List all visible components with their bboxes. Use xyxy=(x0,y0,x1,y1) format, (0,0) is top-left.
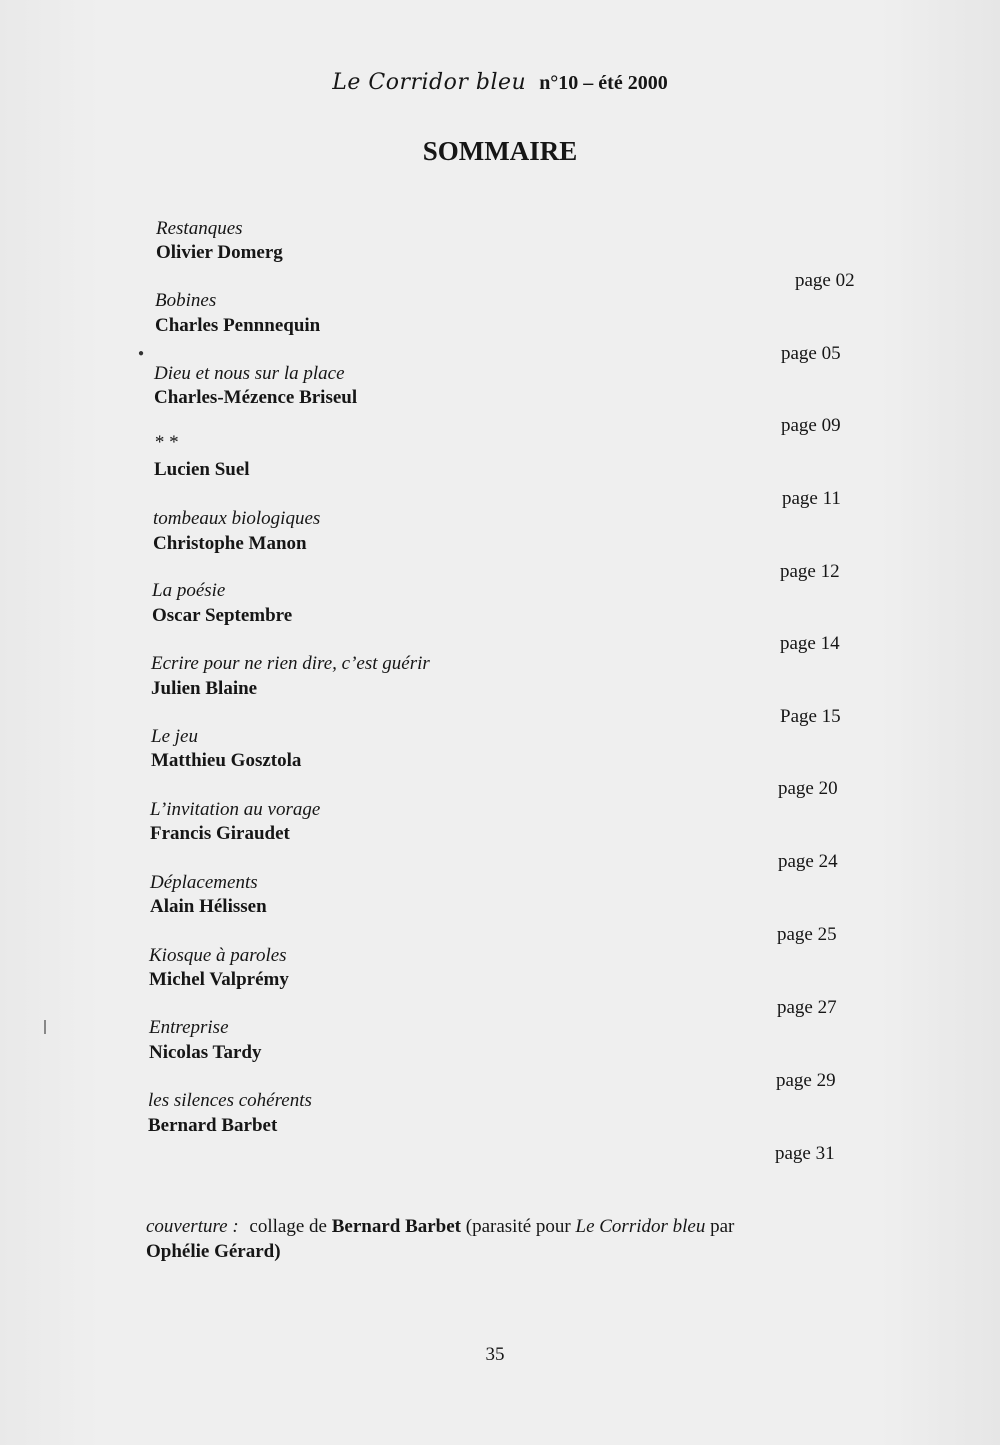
cover-by: Ophélie Gérard) xyxy=(146,1241,281,1262)
entry-title: Bobines xyxy=(155,290,217,311)
cover-text-1: collage de xyxy=(249,1216,327,1237)
entry-page: page 27 xyxy=(777,997,837,1018)
entry-author: Francis Giraudet xyxy=(150,823,290,844)
entry-author: Michel Valprémy xyxy=(149,969,289,990)
entry-page: page 11 xyxy=(782,488,841,509)
cover-label: couverture : xyxy=(146,1216,239,1237)
entry-page: Page 15 xyxy=(780,706,841,727)
entry-author: Alain Hélissen xyxy=(150,896,267,917)
page-title: SOMMAIRE xyxy=(422,136,578,166)
entry-title: Entreprise xyxy=(149,1017,229,1038)
margin-mark xyxy=(44,1020,52,1034)
cover-text-3: par xyxy=(710,1216,735,1237)
entry-title: Ecrire pour ne rien dire, c’est guérir xyxy=(151,653,430,674)
entry-page: page 29 xyxy=(776,1070,836,1091)
entry-title: * * xyxy=(154,432,178,453)
entry-title: Déplacements xyxy=(150,872,258,893)
entry-page: page 05 xyxy=(781,343,841,364)
entry-title: tombeaux biologiques xyxy=(153,508,321,529)
stray-dot: ● xyxy=(138,348,145,359)
entry-page: page 14 xyxy=(780,633,840,654)
entry-author: Lucien Suel xyxy=(154,459,250,480)
entry-title: La poésie xyxy=(152,580,226,601)
entry-page: page 31 xyxy=(775,1143,835,1164)
page-number: 35 xyxy=(485,1344,505,1365)
entry-author: Matthieu Gosztola xyxy=(151,750,302,771)
issue-info: n°10 – été 2000 xyxy=(539,72,668,94)
entry-page: page 12 xyxy=(780,561,840,582)
entry-author: Bernard Barbet xyxy=(148,1115,278,1136)
cover-text-2: (parasité pour xyxy=(465,1216,571,1237)
entry-page: page 24 xyxy=(778,851,838,872)
entry-page: page 09 xyxy=(781,415,841,436)
cover-artist: Bernard Barbet xyxy=(331,1216,462,1237)
cover-magazine: Le Corridor bleu xyxy=(575,1216,706,1237)
entry-title: Kiosque à paroles xyxy=(149,945,287,966)
cover-credit xyxy=(146,1214,866,1264)
entry-title: Dieu et nous sur la place xyxy=(154,363,345,384)
entry-author: Christophe Manon xyxy=(153,533,307,554)
entry-page: page 02 xyxy=(795,270,855,291)
entry-title: Le jeu xyxy=(151,726,198,747)
journal-header xyxy=(0,70,1000,95)
entry-author: Oscar Septembre xyxy=(152,605,293,626)
entry-author: Julien Blaine xyxy=(151,678,258,699)
entry-author: Nicolas Tardy xyxy=(149,1042,262,1063)
entry-author: Charles-Mézence Briseul xyxy=(154,387,358,408)
entry-author: Charles Pennnequin xyxy=(155,315,321,336)
entry-title: Restanques xyxy=(156,218,243,239)
entry-page: page 25 xyxy=(777,924,837,945)
entry-author: Olivier Domerg xyxy=(156,242,283,263)
entry-title: les silences cohérents xyxy=(148,1090,312,1111)
journal-name: Le Corridor bleu xyxy=(332,70,527,95)
entry-title: L’invitation au vorage xyxy=(150,799,321,820)
entry-page: page 20 xyxy=(778,778,838,799)
